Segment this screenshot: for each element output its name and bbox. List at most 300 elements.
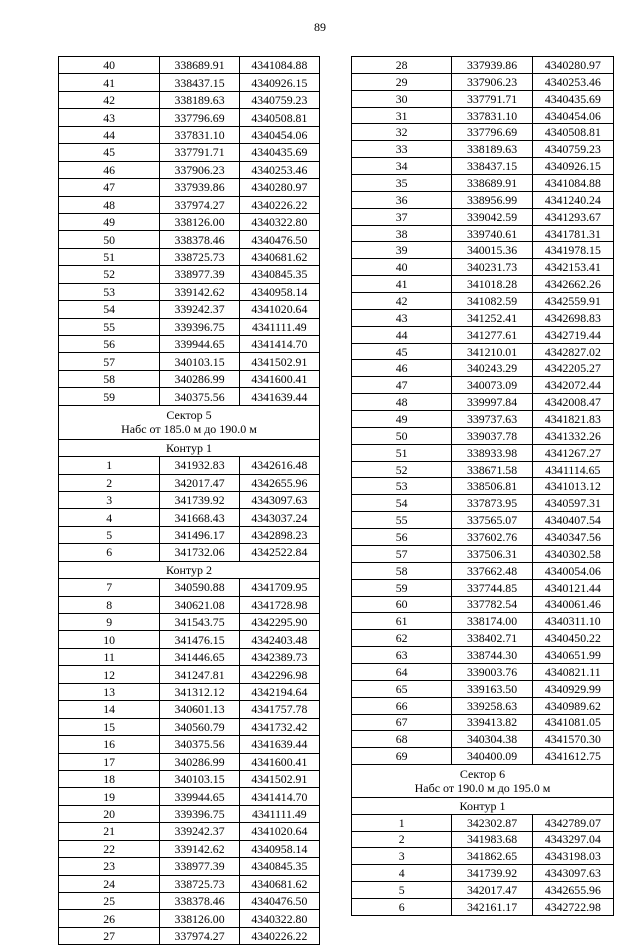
y-coordinate-cell: 4341114.65 <box>532 461 613 478</box>
coordinate-row <box>59 457 320 474</box>
y-coordinate-cell: 4340929.99 <box>532 680 613 697</box>
x-coordinate-cell: 337974.27 <box>160 927 239 944</box>
x-coordinate-cell: 337831.10 <box>160 126 239 143</box>
coordinate-row <box>59 74 320 91</box>
coordinate-row <box>59 353 320 370</box>
point-number-cell: 3 <box>352 848 452 865</box>
y-coordinate-cell: 4343297.04 <box>532 831 613 848</box>
y-coordinate-cell: 4340121.44 <box>532 579 613 596</box>
coordinate-row <box>352 57 614 74</box>
section-header-row <box>352 765 614 798</box>
section-header-row <box>59 405 320 439</box>
point-number-cell: 42 <box>59 91 160 108</box>
coordinate-row <box>352 208 614 225</box>
y-coordinate-cell: 4340508.81 <box>532 124 613 141</box>
point-number-cell: 54 <box>59 301 160 318</box>
y-coordinate-cell: 4340450.22 <box>532 630 613 647</box>
coordinate-row <box>352 478 614 495</box>
y-coordinate-cell: 4342296.98 <box>239 666 319 683</box>
coordinate-row <box>352 326 614 343</box>
x-coordinate-cell: 342017.47 <box>452 882 532 899</box>
coordinate-row <box>352 630 614 647</box>
x-coordinate-cell: 337782.54 <box>452 596 532 613</box>
point-number-cell: 37 <box>352 208 452 225</box>
coordinate-row <box>59 283 320 300</box>
coordinate-row <box>59 596 320 613</box>
x-coordinate-cell: 339142.62 <box>160 840 239 857</box>
x-coordinate-cell: 340621.08 <box>160 596 239 613</box>
x-coordinate-cell: 340400.09 <box>452 748 532 765</box>
y-coordinate-cell: 4342072.44 <box>532 377 613 394</box>
point-number-cell: 57 <box>59 353 160 370</box>
coordinate-row <box>59 266 320 283</box>
point-number-cell: 53 <box>352 478 452 495</box>
point-number-cell: 6 <box>59 544 160 561</box>
coordinate-row <box>59 858 320 875</box>
point-number-cell: 26 <box>59 910 160 927</box>
point-number-cell: 22 <box>59 840 160 857</box>
section-header-row <box>59 439 320 456</box>
y-coordinate-cell: 4342008.47 <box>532 394 613 411</box>
x-coordinate-cell: 341732.06 <box>160 544 239 561</box>
y-coordinate-cell: 4341502.91 <box>239 353 319 370</box>
coordinate-row <box>59 126 320 143</box>
y-coordinate-cell: 4342403.48 <box>239 631 319 648</box>
coordinate-row <box>59 753 320 770</box>
point-number-cell: 65 <box>352 680 452 697</box>
section-header: Контур 2 <box>59 561 320 578</box>
coordinate-row <box>59 526 320 543</box>
x-coordinate-cell: 339944.65 <box>160 336 239 353</box>
y-coordinate-cell: 4340253.46 <box>532 73 613 90</box>
point-number-cell: 3 <box>59 491 160 508</box>
point-number-cell: 52 <box>59 266 160 283</box>
coordinate-row <box>352 360 614 377</box>
x-coordinate-cell: 341476.15 <box>160 631 239 648</box>
y-coordinate-cell: 4340302.58 <box>532 545 613 562</box>
x-coordinate-cell: 340375.56 <box>160 736 239 753</box>
point-number-cell: 49 <box>59 213 160 230</box>
x-coordinate-cell: 340286.99 <box>160 753 239 770</box>
coordinate-row <box>352 394 614 411</box>
coordinate-row <box>59 893 320 910</box>
x-coordinate-cell: 340103.15 <box>160 770 239 787</box>
point-number-cell: 8 <box>59 596 160 613</box>
coordinate-row <box>352 848 614 865</box>
y-coordinate-cell: 4342194.64 <box>239 683 319 700</box>
coordinate-row <box>352 107 614 124</box>
point-number-cell: 19 <box>59 788 160 805</box>
y-coordinate-cell: 4340845.35 <box>239 266 319 283</box>
y-coordinate-cell: 4341020.64 <box>239 823 319 840</box>
y-coordinate-cell: 4341502.91 <box>239 770 319 787</box>
y-coordinate-cell: 4342522.84 <box>239 544 319 561</box>
x-coordinate-cell: 338174.00 <box>452 613 532 630</box>
y-coordinate-cell: 4340845.35 <box>239 858 319 875</box>
y-coordinate-cell: 4340926.15 <box>532 158 613 175</box>
point-number-cell: 52 <box>352 461 452 478</box>
coordinate-row <box>59 196 320 213</box>
point-number-cell: 59 <box>352 579 452 596</box>
point-number-cell: 57 <box>352 545 452 562</box>
coordinate-row <box>59 788 320 805</box>
coordinate-row <box>352 73 614 90</box>
point-number-cell: 55 <box>352 512 452 529</box>
y-coordinate-cell: 4343198.03 <box>532 848 613 865</box>
y-coordinate-cell: 4341639.44 <box>239 736 319 753</box>
y-coordinate-cell: 4341600.41 <box>239 753 319 770</box>
coordinate-row <box>59 927 320 944</box>
coordinate-row <box>352 596 614 613</box>
x-coordinate-cell: 337873.95 <box>452 495 532 512</box>
point-number-cell: 56 <box>59 336 160 353</box>
x-coordinate-cell: 340590.88 <box>160 579 239 596</box>
x-coordinate-cell: 341247.81 <box>160 666 239 683</box>
coordinate-row <box>59 823 320 840</box>
y-coordinate-cell: 4340347.56 <box>532 529 613 546</box>
coordinate-row <box>59 666 320 683</box>
coordinate-row <box>352 562 614 579</box>
coordinate-row <box>352 680 614 697</box>
x-coordinate-cell: 337662.48 <box>452 562 532 579</box>
coordinate-row <box>352 461 614 478</box>
point-number-cell: 67 <box>352 714 452 731</box>
y-coordinate-cell: 4340435.69 <box>532 90 613 107</box>
coordinate-row <box>352 545 614 562</box>
x-coordinate-cell: 339142.62 <box>160 283 239 300</box>
section-header-row <box>352 797 614 814</box>
x-coordinate-cell: 341446.65 <box>160 648 239 665</box>
y-coordinate-cell: 4342898.23 <box>239 526 319 543</box>
x-coordinate-cell: 339396.75 <box>160 318 239 335</box>
point-number-cell: 28 <box>352 57 452 74</box>
x-coordinate-cell: 341018.28 <box>452 276 532 293</box>
point-number-cell: 51 <box>59 248 160 265</box>
x-coordinate-cell: 337939.86 <box>160 179 239 196</box>
x-coordinate-cell: 338689.91 <box>452 175 532 192</box>
y-coordinate-cell: 4341821.83 <box>532 411 613 428</box>
point-number-cell: 6 <box>352 898 452 915</box>
coordinate-row <box>352 377 614 394</box>
x-coordinate-cell: 340103.15 <box>160 353 239 370</box>
y-coordinate-cell: 4340651.99 <box>532 647 613 664</box>
section-header: Сектор 6 Набс от 190.0 м до 195.0 м <box>352 765 614 798</box>
y-coordinate-cell: 4341084.88 <box>239 57 319 74</box>
y-coordinate-cell: 4340989.62 <box>532 697 613 714</box>
y-coordinate-cell: 4342827.02 <box>532 343 613 360</box>
y-coordinate-cell: 4340253.46 <box>239 161 319 178</box>
point-number-cell: 14 <box>59 701 160 718</box>
x-coordinate-cell: 341496.17 <box>160 526 239 543</box>
y-coordinate-cell: 4343097.63 <box>532 865 613 882</box>
coordinate-row <box>59 770 320 787</box>
coordinate-row <box>59 718 320 735</box>
y-coordinate-cell: 4342698.83 <box>532 309 613 326</box>
x-coordinate-cell: 340375.56 <box>160 388 239 405</box>
coordinate-row <box>59 614 320 631</box>
coordinate-row <box>59 388 320 405</box>
y-coordinate-cell: 4342662.26 <box>532 276 613 293</box>
y-coordinate-cell: 4341570.30 <box>532 731 613 748</box>
x-coordinate-cell: 337506.31 <box>452 545 532 562</box>
coordinate-row <box>59 701 320 718</box>
coordinate-row <box>352 309 614 326</box>
point-number-cell: 43 <box>59 109 160 126</box>
coordinate-row <box>352 748 614 765</box>
point-number-cell: 44 <box>352 326 452 343</box>
x-coordinate-cell: 341668.43 <box>160 509 239 526</box>
coordinate-row <box>352 495 614 512</box>
point-number-cell: 62 <box>352 630 452 647</box>
point-number-cell: 41 <box>352 276 452 293</box>
coordinate-row <box>352 124 614 141</box>
point-number-cell: 35 <box>352 175 452 192</box>
x-coordinate-cell: 339396.75 <box>160 805 239 822</box>
x-coordinate-cell: 339163.50 <box>452 680 532 697</box>
y-coordinate-cell: 4341013.12 <box>532 478 613 495</box>
section-header: Сектор 5 Набс от 185.0 м до 190.0 м <box>59 405 320 439</box>
x-coordinate-cell: 340073.09 <box>452 377 532 394</box>
x-coordinate-cell: 337791.71 <box>452 90 532 107</box>
x-coordinate-cell: 341862.65 <box>452 848 532 865</box>
x-coordinate-cell: 337974.27 <box>160 196 239 213</box>
y-coordinate-cell: 4340322.80 <box>239 213 319 230</box>
y-coordinate-cell: 4342205.27 <box>532 360 613 377</box>
right-coordinates-table <box>351 56 614 916</box>
y-coordinate-cell: 4341332.26 <box>532 427 613 444</box>
coordinate-row <box>59 840 320 857</box>
x-coordinate-cell: 341312.12 <box>160 683 239 700</box>
point-number-cell: 11 <box>59 648 160 665</box>
point-number-cell: 10 <box>59 631 160 648</box>
point-number-cell: 20 <box>59 805 160 822</box>
y-coordinate-cell: 4340958.14 <box>239 283 319 300</box>
coordinate-row <box>352 865 614 882</box>
coordinate-row <box>352 242 614 259</box>
x-coordinate-cell: 337602.76 <box>452 529 532 546</box>
point-number-cell: 4 <box>352 865 452 882</box>
coordinate-row <box>352 90 614 107</box>
point-number-cell: 12 <box>59 666 160 683</box>
y-coordinate-cell: 4340958.14 <box>239 840 319 857</box>
x-coordinate-cell: 341543.75 <box>160 614 239 631</box>
point-number-cell: 27 <box>59 927 160 944</box>
point-number-cell: 53 <box>59 283 160 300</box>
y-coordinate-cell: 4340759.23 <box>532 141 613 158</box>
y-coordinate-cell: 4340597.31 <box>532 495 613 512</box>
y-coordinate-cell: 4341612.75 <box>532 748 613 765</box>
x-coordinate-cell: 338437.15 <box>452 158 532 175</box>
x-coordinate-cell: 337791.71 <box>160 144 239 161</box>
y-coordinate-cell: 4340322.80 <box>239 910 319 927</box>
x-coordinate-cell: 339242.37 <box>160 301 239 318</box>
point-number-cell: 18 <box>59 770 160 787</box>
coordinate-row <box>352 175 614 192</box>
point-number-cell: 49 <box>352 411 452 428</box>
coordinate-row <box>59 683 320 700</box>
coordinate-row <box>352 427 614 444</box>
coordinate-row <box>352 647 614 664</box>
x-coordinate-cell: 337906.23 <box>452 73 532 90</box>
coordinate-row <box>352 259 614 276</box>
coordinate-row <box>59 301 320 318</box>
y-coordinate-cell: 4343037.24 <box>239 509 319 526</box>
point-number-cell: 36 <box>352 191 452 208</box>
coordinate-row <box>59 370 320 387</box>
x-coordinate-cell: 341210.01 <box>452 343 532 360</box>
x-coordinate-cell: 338378.46 <box>160 893 239 910</box>
coordinate-row <box>59 231 320 248</box>
coordinate-row <box>352 814 614 831</box>
x-coordinate-cell: 338126.00 <box>160 910 239 927</box>
y-coordinate-cell: 4340454.06 <box>239 126 319 143</box>
y-coordinate-cell: 4341732.42 <box>239 718 319 735</box>
coordinate-row <box>59 910 320 927</box>
x-coordinate-cell: 337744.85 <box>452 579 532 596</box>
point-number-cell: 40 <box>352 259 452 276</box>
point-number-cell: 66 <box>352 697 452 714</box>
y-coordinate-cell: 4341600.41 <box>239 370 319 387</box>
x-coordinate-cell: 339258.63 <box>452 697 532 714</box>
coordinate-row <box>59 579 320 596</box>
y-coordinate-cell: 4340681.62 <box>239 875 319 892</box>
point-number-cell: 17 <box>59 753 160 770</box>
y-coordinate-cell: 4340759.23 <box>239 91 319 108</box>
x-coordinate-cell: 337565.07 <box>452 512 532 529</box>
x-coordinate-cell: 340015.36 <box>452 242 532 259</box>
coordinate-row <box>352 882 614 899</box>
x-coordinate-cell: 339037.78 <box>452 427 532 444</box>
point-number-cell: 39 <box>352 242 452 259</box>
x-coordinate-cell: 339413.82 <box>452 714 532 731</box>
coordinate-row <box>352 898 614 915</box>
coordinate-row <box>59 474 320 491</box>
point-number-cell: 55 <box>59 318 160 335</box>
y-coordinate-cell: 4340508.81 <box>239 109 319 126</box>
y-coordinate-cell: 4340061.46 <box>532 596 613 613</box>
coordinate-row <box>352 343 614 360</box>
x-coordinate-cell: 338977.39 <box>160 858 239 875</box>
point-number-cell: 34 <box>352 158 452 175</box>
x-coordinate-cell: 341983.68 <box>452 831 532 848</box>
y-coordinate-cell: 4340821.11 <box>532 663 613 680</box>
coordinate-row <box>352 411 614 428</box>
x-coordinate-cell: 338744.30 <box>452 647 532 664</box>
y-coordinate-cell: 4340226.22 <box>239 196 319 213</box>
point-number-cell: 51 <box>352 444 452 461</box>
point-number-cell: 42 <box>352 293 452 310</box>
y-coordinate-cell: 4342153.41 <box>532 259 613 276</box>
x-coordinate-cell: 341739.92 <box>160 491 239 508</box>
y-coordinate-cell: 4340454.06 <box>532 107 613 124</box>
point-number-cell: 30 <box>352 90 452 107</box>
left-coordinates-table <box>58 56 320 945</box>
coordinate-row <box>59 648 320 665</box>
coordinate-row <box>352 512 614 529</box>
y-coordinate-cell: 4340280.97 <box>532 57 613 74</box>
coordinate-row <box>59 179 320 196</box>
point-number-cell: 56 <box>352 529 452 546</box>
coordinate-row <box>59 109 320 126</box>
section-header: Контур 1 <box>59 439 320 456</box>
point-number-cell: 5 <box>352 882 452 899</box>
y-coordinate-cell: 4341240.24 <box>532 191 613 208</box>
coordinate-row <box>352 141 614 158</box>
point-number-cell: 47 <box>59 179 160 196</box>
x-coordinate-cell: 337939.86 <box>452 57 532 74</box>
coordinate-row <box>59 805 320 822</box>
point-number-cell: 64 <box>352 663 452 680</box>
y-coordinate-cell: 4341757.78 <box>239 701 319 718</box>
y-coordinate-cell: 4340407.54 <box>532 512 613 529</box>
point-number-cell: 45 <box>59 144 160 161</box>
x-coordinate-cell: 339242.37 <box>160 823 239 840</box>
point-number-cell: 5 <box>59 526 160 543</box>
x-coordinate-cell: 337831.10 <box>452 107 532 124</box>
y-coordinate-cell: 4342789.07 <box>532 814 613 831</box>
coordinate-row <box>352 579 614 596</box>
y-coordinate-cell: 4342295.90 <box>239 614 319 631</box>
point-number-cell: 41 <box>59 74 160 91</box>
coordinate-row <box>352 613 614 630</box>
coordinate-row <box>59 161 320 178</box>
x-coordinate-cell: 338671.58 <box>452 461 532 478</box>
coordinate-row <box>59 336 320 353</box>
y-coordinate-cell: 4340435.69 <box>239 144 319 161</box>
y-coordinate-cell: 4340476.50 <box>239 231 319 248</box>
x-coordinate-cell: 337796.69 <box>452 124 532 141</box>
coordinate-row <box>59 736 320 753</box>
point-number-cell: 50 <box>59 231 160 248</box>
y-coordinate-cell: 4341781.31 <box>532 225 613 242</box>
point-number-cell: 31 <box>352 107 452 124</box>
point-number-cell: 44 <box>59 126 160 143</box>
x-coordinate-cell: 339997.84 <box>452 394 532 411</box>
x-coordinate-cell: 339737.63 <box>452 411 532 428</box>
x-coordinate-cell: 338933.98 <box>452 444 532 461</box>
x-coordinate-cell: 342161.17 <box>452 898 532 915</box>
y-coordinate-cell: 4342722.98 <box>532 898 613 915</box>
section-header: Контур 1 <box>352 797 614 814</box>
y-coordinate-cell: 4341639.44 <box>239 388 319 405</box>
coordinate-row <box>352 731 614 748</box>
point-number-cell: 60 <box>352 596 452 613</box>
x-coordinate-cell: 341082.59 <box>452 293 532 310</box>
coordinate-row <box>352 191 614 208</box>
x-coordinate-cell: 338189.63 <box>160 91 239 108</box>
y-coordinate-cell: 4342559.91 <box>532 293 613 310</box>
coordinate-row <box>352 276 614 293</box>
x-coordinate-cell: 337796.69 <box>160 109 239 126</box>
point-number-cell: 15 <box>59 718 160 735</box>
y-coordinate-cell: 4342655.96 <box>239 474 319 491</box>
x-coordinate-cell: 340560.79 <box>160 718 239 735</box>
point-number-cell: 7 <box>59 579 160 596</box>
point-number-cell: 69 <box>352 748 452 765</box>
y-coordinate-cell: 4342655.96 <box>532 882 613 899</box>
point-number-cell: 48 <box>352 394 452 411</box>
point-number-cell: 25 <box>59 893 160 910</box>
x-coordinate-cell: 339740.61 <box>452 225 532 242</box>
point-number-cell: 33 <box>352 141 452 158</box>
coordinate-row <box>59 91 320 108</box>
x-coordinate-cell: 338506.81 <box>452 478 532 495</box>
coordinate-row <box>352 697 614 714</box>
point-number-cell: 40 <box>59 57 160 74</box>
x-coordinate-cell: 341252.41 <box>452 309 532 326</box>
coordinate-row <box>352 225 614 242</box>
y-coordinate-cell: 4340926.15 <box>239 74 319 91</box>
